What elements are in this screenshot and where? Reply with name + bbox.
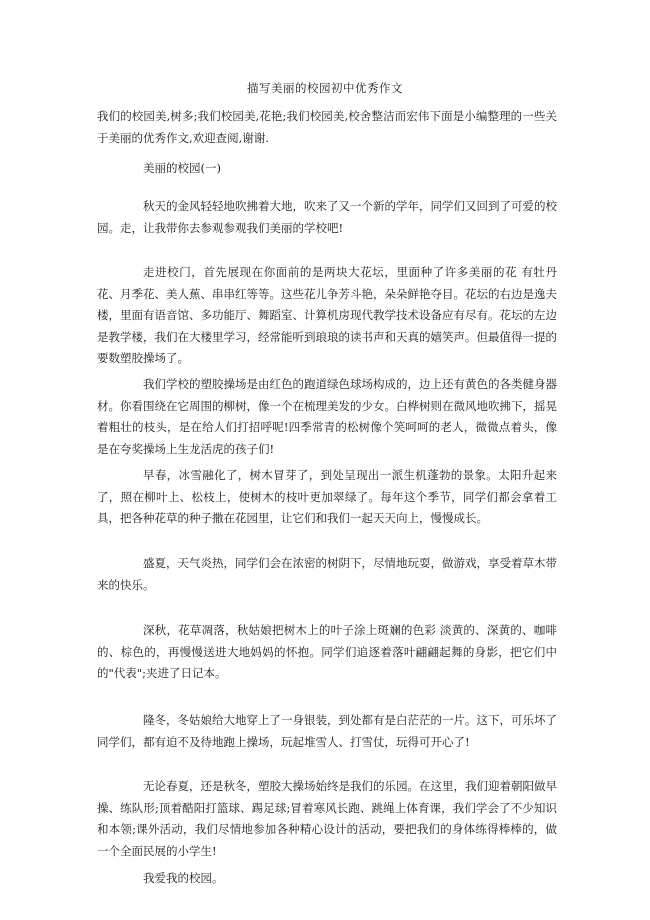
paragraph-2: 走进校门，首先展现在你面前的是两块大花坛，里面种了许多美丽的花 有牡丹花、月季花、美人蕉、串串红等等。这些花儿争芳斗艳，朵朵鲜艳夺目。花坛的右边是逸夫楼，里面有语音馆、多功能厅、舞蹈室、计算机房现代教学技术设备应有尽有。花坛的左边是教学楼，我们在大楼里学习，经常能听到琅琅的读书声和天真的嬉笑声。但最值得一提的要数塑胶操场了。 — [97, 265, 557, 365]
paragraph-1: 秋天的金风轻轻地吹拂着大地，吹来了又一个新的学年，同学们又回到了可爱的校园。走，让我带你去参观参观我们美丽的学校吧! — [97, 199, 557, 235]
paragraph-7: 隆冬，冬姑娘给大地穿上了一身银装，到处都有是白茫茫的一片。这下，可乐坏了同学们，都有迫不及待地跑上操场，玩起堆雪人、打雪仗，玩得可开心了! — [97, 713, 557, 749]
paragraph-8: 无论春夏，还是秋冬，塑胶大操场始终是我们的乐园。在这里，我们迎着朝阳做早操、练队形;顶着酷阳打篮球、踢足球;冒着寒风长跑、跳绳上体育课，我们学会了不少知识和本领;课外活动，我们尽情地参加各种精心设计的活动，要把我们的身体练得棒棒的，做一个全面民展的小学生! — [97, 779, 557, 858]
paragraph-9: 我爱我的校园。 — [143, 871, 224, 885]
paragraph-3: 我们学校的塑胶操场是由红色的跑道绿色球场构成的，边上还有黄色的各类健身器材。你看围绕在它周围的柳树，像一个在梳理美发的少女。白桦树则在微风地吹拂下，摇晃着粗壮的枝头，是在给人们打招呼呢!四季常青的松树像个笑呵呵的老人，微微点着头，像是在夸奖操场上生龙活虎的孩子们! — [97, 377, 557, 456]
paragraph-5: 盛夏，天气炎热，同学们会在浓密的树阴下，尽情地玩耍，做游戏，享受着草木带来的快乐。 — [97, 556, 557, 592]
paragraph-4: 早春，冰雪融化了，树木冒芽了，到处呈现出一派生机蓬勃的景象。太阳升起来了，照在柳叶上、松枝上，使树木的枝叶更加翠绿了。每年这个季节，同学们都会拿着工具，把各种花草的种子撒在花园里，让它们和我们一起天天向上，慢慢成长。 — [97, 468, 557, 525]
section-heading: 美丽的校园(一) — [143, 161, 221, 175]
paragraph-6: 深秋，花草凋落，秋姑娘把树木上的叶子涂上斑斓的色彩 淡黄的、深黄的、咖啡的、棕色的，再慢慢送进大地妈妈的怀抱。同学们追逐着落叶翩翩起舞的身影，把它们中的"代表";夹进了日记本。 — [97, 623, 557, 680]
intro-paragraph: 我们的校园美,树多;我们校园美,花艳;我们校园美,校舍整洁而宏伟下面是小编整理的一些关于美丽的优秀作文,欢迎查阅,谢谢. — [97, 109, 557, 145]
document-title: 描写美丽的校园初中优秀作文 — [247, 81, 403, 95]
